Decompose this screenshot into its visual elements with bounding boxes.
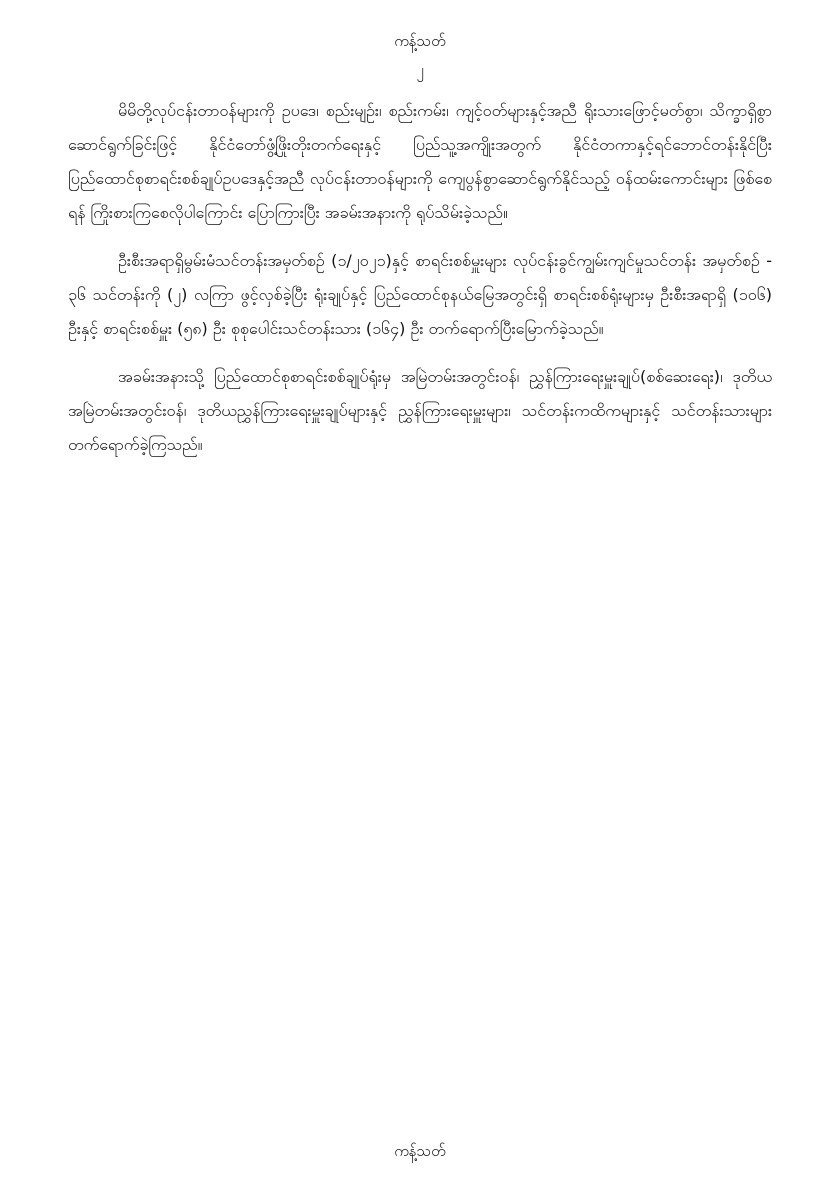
paragraph-attendees: အခမ်းအနားသို့ ပြည်ထောင်စုစာရင်းစစ်ချုပ်ရုံးမှ အမြဲတမ်းအတွင်းဝန်၊ ညွှန်ကြားရေးမှူးချုပ်(စစ်ဆေးရေး)၊ ဒုတိယအမြဲတမ်းအတွင်းဝန်၊ ဒုတိယညွှန်ကြားရေးမှူးချုပ်များနှင့် ညွှန်ကြားရေးမှူးများ၊ သင်တန်းကထိကများနှင့် သင်တန်းသားများ တက်ရောက်ခဲ့ကြသည်။ xyxy=(68,367,772,454)
paragraph-closing-remarks: မိမိတို့လုပ်ငန်းတာဝန်များကို ဥပဒေ၊ စည်းမျဉ်း၊ စည်းကမ်း၊ ကျင့်ဝတ်များနှင့်အညီ ရိုးသားဖြောင့်မတ်စွာ၊ သိက္ခာရှိစွာ ဆောင်ရွက်ခြင်းဖြင့် နိုင်ငံတော်ဖွံ့ဖြိုးတိုးတက်ရေးနှင့် ပြည်သူ့အကျိုးအတွက် နိုင်ငံတကာနှင့်ရင်ဘောင်တန်းနိုင်ပြီး ပြည်ထောင်စုစာရင်းစစ်ချုပ်ဥပဒေနှင့်အညီ လုပ်ငန်းတာဝန်များကို ကျေပွန်စွာဆောင်ရွက်နိုင်သည့် ဝန်ထမ်းကောင်းများ ဖြစ်စေရန် ကြိုးစားကြစေလိုပါကြောင်း ပြောကြားပြီး အခမ်းအနားကို ရုပ်သိမ်းခဲ့သည်။ xyxy=(68,101,772,222)
document-body xyxy=(68,94,772,476)
paragraph-course-details: ဦးစီးအရာရှိမွမ်းမံသင်တန်းအမှတ်စဉ် (၁/၂၀၂၁)နှင့် စာရင်းစစ်မှူးများ လုပ်ငန်းခွင်ကျွမ်းကျင်မှုသင်တန်း အမှတ်စဉ် - ၃၆ သင်တန်းကို (၂) လကြာ ဖွင့်လှစ်ခဲ့ပြီး ရုံးချုပ်နှင့် ပြည်ထောင်စုနယ်မြေအတွင်းရှိ စာရင်းစစ်ရုံးများမှ ဦးစီးအရာရှိ (၁၀၆) ဦးနှင့် စာရင်းစစ်မှူး (၅၈) ဦး စုစုပေါင်းသင်တန်းသား (၁၆၄) ဦး တက်ရောက်ပြီးမြောက်ခဲ့သည်။ xyxy=(68,251,772,338)
page-number: ၂ xyxy=(416,61,424,79)
restricted-header-label: ကန့်သတ် xyxy=(394,32,446,50)
restricted-footer-label: ကန့်သတ် xyxy=(394,1142,446,1160)
